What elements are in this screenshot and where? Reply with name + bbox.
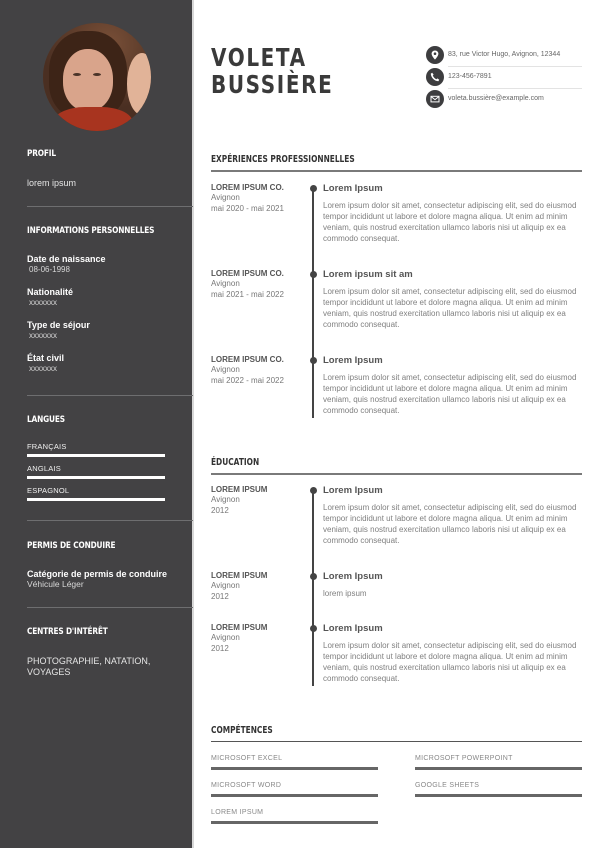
first-name: VOLETA xyxy=(211,43,307,72)
personal-info-item xyxy=(27,353,177,374)
skill-name: MICROSOFT WORD xyxy=(211,782,282,789)
birthdate-value: 08-06-1998 xyxy=(29,265,70,274)
interests-line-2: VOYAGES xyxy=(27,667,71,677)
skill-item xyxy=(211,808,378,824)
full-name xyxy=(211,44,333,98)
skill-item xyxy=(211,754,378,770)
entry-dates: 2012 xyxy=(211,591,229,601)
entry-city: Avignon xyxy=(211,633,240,642)
skills-title: COMPÉTENCES xyxy=(211,725,273,736)
sidebar-divider xyxy=(27,520,193,521)
skill-level-bar xyxy=(211,794,378,797)
language-name: FRANÇAIS xyxy=(27,442,67,451)
entry-org: LOREM IPSUM CO. xyxy=(211,183,284,192)
entry-title: Lorem Ipsum xyxy=(323,623,383,634)
contact-divider xyxy=(448,66,582,67)
envelope-icon xyxy=(426,90,444,108)
residence-type-value: xxxxxxx xyxy=(29,331,57,340)
language-level-bar xyxy=(27,498,165,501)
language-item xyxy=(27,464,177,479)
entry-title: Lorem Ipsum xyxy=(323,485,383,496)
skill-item xyxy=(415,781,582,797)
entry-description: lorem ipsum xyxy=(323,589,367,598)
phone-icon xyxy=(426,68,444,86)
profile-text: lorem ipsum xyxy=(27,178,77,188)
skill-item xyxy=(415,754,582,770)
entry-org: LOREM IPSUM CO. xyxy=(211,355,284,364)
personal-info-item xyxy=(27,254,177,275)
entry-dates: mai 2021 - mai 2022 xyxy=(211,289,284,299)
interests-section xyxy=(27,627,177,678)
residence-type-label: Type de séjour xyxy=(27,320,90,330)
entry-description: Lorem ipsum dolor sit amet, consectetur adipiscing elit, sed do eiusmod tempor incididunt ut labore et dolore magna aliqua. Ut enim ad minim veniam, quis nostrud exercitation ullamco laboris nisi ut aliquip ex ea commodo consequat. xyxy=(323,641,577,683)
marital-status-value: xxxxxxx xyxy=(29,364,57,373)
profile-photo xyxy=(43,23,151,131)
languages-title: LANGUES xyxy=(27,415,65,425)
education-timeline xyxy=(312,491,314,686)
skill-level-bar xyxy=(211,821,378,824)
entry-org: LOREM IPSUM xyxy=(211,623,268,632)
sidebar-divider xyxy=(27,395,193,396)
experience-timeline xyxy=(312,188,314,418)
entry-dates: 2012 xyxy=(211,643,229,653)
entry-city: Avignon xyxy=(211,279,240,288)
entry-title: Lorem ipsum sit am xyxy=(323,269,413,280)
entry-description: Lorem ipsum dolor sit amet, consectetur adipiscing elit, sed do eiusmod tempor incididunt ut labore et dolore magna aliqua. Ut enim ad minim veniam, quis nostrud exercitation ullamco laboris nisi ut aliquip ex ea commodo consequat. xyxy=(323,373,577,415)
sidebar-edge xyxy=(192,0,194,848)
birthdate-label: Date de naissance xyxy=(27,254,106,264)
skill-name: MICROSOFT EXCEL xyxy=(211,755,283,762)
skill-name: MICROSOFT POWERPOINT xyxy=(415,755,513,762)
entry-dates: mai 2022 - mai 2022 xyxy=(211,375,284,385)
phone-text: 123-456-7891 xyxy=(448,73,492,80)
entry-description: Lorem ipsum dolor sit amet, consectetur adipiscing elit, sed do eiusmod tempor incididunt ut labore et dolore magna aliqua. Ut enim ad minim veniam, quis nostrud exercitation ullamco laboris nisi ut aliquip ex ea commodo consequat. xyxy=(323,287,577,329)
license-label: Catégorie de permis de conduire xyxy=(27,569,168,579)
entry-city: Avignon xyxy=(211,193,240,202)
education-rule xyxy=(211,473,582,475)
entry-description: Lorem ipsum dolor sit amet, consectetur adipiscing elit, sed do eiusmod tempor incididunt ut labore et dolore magna aliqua. Ut enim ad minim veniam, quis nostrud exercitation ullamco laboris nisi ut aliquip ex ea commodo consequat. xyxy=(323,503,577,545)
email-text[interactable]: voleta.bussière@example.com xyxy=(448,95,544,102)
license-section xyxy=(27,541,177,590)
license-title: PERMIS DE CONDUIRE xyxy=(27,541,116,551)
skills-rule xyxy=(211,741,582,742)
contact-block xyxy=(426,46,582,116)
language-name: ESPAGNOL xyxy=(27,486,70,495)
timeline-dot-icon xyxy=(310,357,317,364)
personal-info-item xyxy=(27,320,177,341)
entry-title: Lorem Ipsum xyxy=(323,355,383,366)
sidebar-divider xyxy=(27,607,193,608)
license-value: Véhicule Léger xyxy=(27,579,84,589)
skill-name: LOREM IPSUM xyxy=(211,809,264,816)
entry-city: Avignon xyxy=(211,581,240,590)
entry-org: LOREM IPSUM CO. xyxy=(211,269,284,278)
education-title: ÉDUCATION xyxy=(211,457,260,468)
entry-dates: mai 2020 - mai 2021 xyxy=(211,203,284,213)
language-item xyxy=(27,442,177,457)
entry-city: Avignon xyxy=(211,365,240,374)
language-item xyxy=(27,486,177,501)
interests-title: CENTRES D'INTÉRÊT xyxy=(27,627,108,637)
entry-city: Avignon xyxy=(211,495,240,504)
profile-section xyxy=(27,149,177,188)
entry-description: Lorem ipsum dolor sit amet, consectetur adipiscing elit, sed do eiusmod tempor incididunt ut labore et dolore magna aliqua. Ut enim ad minim veniam, quis nostrud exercitation ullamco laboris nisi ut aliquip ex ea commodo consequat. xyxy=(323,201,577,243)
nationality-label: Nationalité xyxy=(27,287,74,297)
contact-divider xyxy=(448,88,582,89)
experience-rule xyxy=(211,170,582,172)
skill-name: GOOGLE SHEETS xyxy=(415,782,480,789)
timeline-dot-icon xyxy=(310,185,317,192)
languages-section xyxy=(27,415,177,508)
entry-org: LOREM IPSUM xyxy=(211,571,268,580)
last-name: BUSSIÈRE xyxy=(211,70,334,99)
entry-title: Lorem Ipsum xyxy=(323,571,383,582)
skill-level-bar xyxy=(415,767,582,770)
timeline-dot-icon xyxy=(310,487,317,494)
language-name: ANGLAIS xyxy=(27,464,61,473)
personal-info-title: INFORMATIONS PERSONNELLES xyxy=(27,226,155,236)
timeline-dot-icon xyxy=(310,271,317,278)
language-level-bar xyxy=(27,476,165,479)
experience-title: EXPÉRIENCES PROFESSIONNELLES xyxy=(211,154,355,165)
profile-title: PROFIL xyxy=(27,149,56,159)
marital-status-label: État civil xyxy=(27,353,65,363)
location-pin-icon xyxy=(426,46,444,64)
nationality-value: xxxxxxx xyxy=(29,298,57,307)
personal-info-item xyxy=(27,287,177,308)
entry-dates: 2012 xyxy=(211,505,229,515)
interests-line-1: PHOTOGRAPHIE, NATATION, xyxy=(27,656,151,666)
sidebar-divider xyxy=(27,206,193,207)
skill-item xyxy=(211,781,378,797)
timeline-dot-icon xyxy=(310,573,317,580)
entry-title: Lorem Ipsum xyxy=(323,183,383,194)
skill-level-bar xyxy=(415,794,582,797)
timeline-dot-icon xyxy=(310,625,317,632)
personal-info-section xyxy=(27,226,177,374)
language-level-bar xyxy=(27,454,165,457)
skill-level-bar xyxy=(211,767,378,770)
address-text: 83, rue Victor Hugo, Avignon, 12344 xyxy=(448,51,561,58)
entry-org: LOREM IPSUM xyxy=(211,485,268,494)
